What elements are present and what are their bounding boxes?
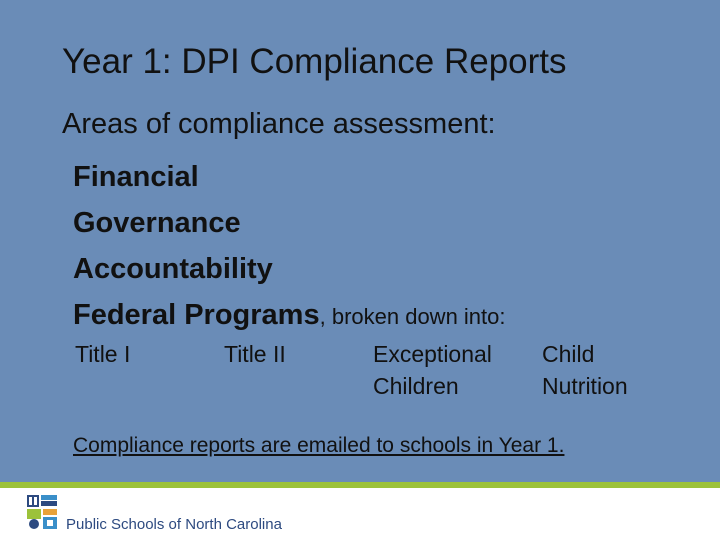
green-divider-stripe [0,482,720,488]
area-item-accountability: Accountability [73,253,273,285]
program-line-1: Exceptional [373,341,492,367]
federal-programs-label: Federal Programs [73,299,320,331]
program-title-i [75,338,130,370]
program-title-ii [224,338,286,370]
compliance-areas-list [73,154,506,340]
program-line-2: Children [373,373,459,399]
organization-name: Public Schools of North Carolina [66,516,282,533]
program-line-1: Title II [224,341,286,367]
nc-dpi-logo-icon [25,493,61,531]
footnote-text: Compliance reports are emailed to schools in Year 1. [73,434,565,457]
area-item-governance: Governance [73,207,241,239]
program-line-1: Title I [75,341,131,367]
program-line-2: Nutrition [542,373,628,399]
slide-title: Year 1: DPI Compliance Reports [62,42,567,81]
area-item-federal-programs [73,292,506,340]
area-item-financial: Financial [73,161,199,193]
intro-text: Areas of compliance assessment: [62,108,496,140]
program-child-nutrition [542,338,628,402]
federal-programs-suffix: , broken down into: [319,304,506,329]
program-line-1: Child [542,341,595,367]
program-exceptional-children [373,338,492,402]
